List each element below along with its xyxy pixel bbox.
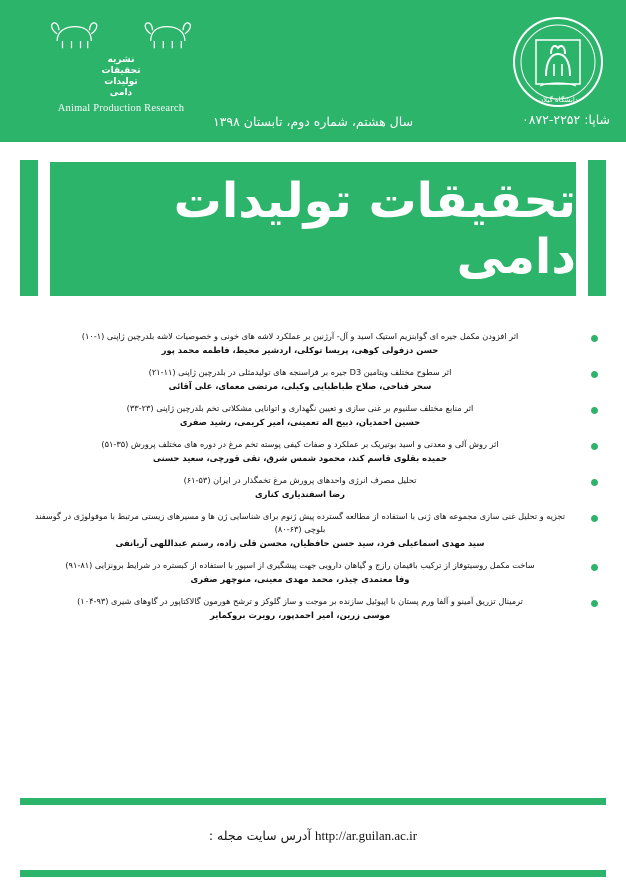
article-title: ساخت مکمل روسیتوفاز از ترکیب باقیمان رازج و گیاهان دارویی جهت پیشگیری از اسپور با استفاده از کبستره در شرایط برونزایی (۸۱-۹۱) (65, 560, 535, 570)
article-authors: سید مهدی اسماعیلی فرد، سید حسن حافظیان، محسن قلی زاده، رستم عبداللهی آریانفی (115, 538, 485, 548)
bullet-icon (591, 335, 598, 342)
journal-website-line (0, 828, 626, 844)
article-authors: حسین احمدیان، ذبیح اله تعمینی، امیر کریمی، رشید صفری (179, 417, 421, 427)
bullet-icon (591, 371, 598, 378)
title-accent-bar-left (20, 160, 38, 296)
svg-text:دانشگاه گیلان: دانشگاه گیلان (538, 96, 578, 104)
table-of-contents (24, 330, 602, 750)
header-band (0, 0, 626, 142)
title-accent-bar-right (588, 160, 606, 296)
list-item (24, 330, 602, 357)
article-title: تجزیه و تحلیل غنی سازی مجموعه های ژنی با استفاده از مطالعه گسترده پیش ژنوم برای شناسایی ژن ها و مسیرهای زیستی مرتبط با موفولوژی در گوسفند بلوچی (۶۳-۸۰) (34, 511, 566, 534)
university-logo (510, 14, 606, 110)
article-authors: حمیده بقلوی قاسم کند، محمود شمس شرق، تقی قورچی، سعید حسنی (152, 453, 448, 463)
list-item (24, 402, 602, 429)
article-title: اثر سطوح مختلف ویتامین D3 جیره بر فراسنجه های تولیدمثلی در بلدرچین ژاپنی (۱۱-۲۱) (148, 367, 452, 377)
list-item (24, 559, 602, 586)
list-item (24, 595, 602, 622)
list-item (24, 510, 602, 550)
article-authors: رضا اسفندیاری کناری (255, 489, 345, 499)
footer-rule-top (20, 798, 606, 805)
journal-logo (26, 14, 216, 114)
title-block (0, 160, 626, 300)
bullet-icon (591, 515, 598, 522)
cattle-illustration-icon (26, 14, 216, 50)
page-title: تحقیقات تولیدات دامی (50, 162, 576, 296)
article-title: اثر منابع مختلف سلنیوم بر غنی سازی و تعیین نگهداری و اتوانایی مشکلاتی تخم بلدرچین ژاپنی (۲۳-۳۳) (126, 403, 474, 413)
journal-logo-line3: تولیدات (104, 77, 138, 87)
list-item (24, 366, 602, 393)
bullet-icon (591, 443, 598, 450)
journal-logo-english: Animal Production Research (57, 103, 185, 114)
bullet-icon (591, 479, 598, 486)
article-authors: حسن دزفولی کوهی، پریسا توکلی، اردشیر محیط، فاطمه محمد پور (161, 345, 439, 355)
article-title: اثر روش آلی و معدنی و اسید بوتیریک بر عملکرد و صفات کیفی پوسته تخم مرغ در دوره های مختلف پرورش (۳۵-۵۱) (101, 439, 499, 449)
issn-label: شاپا: ۲۲۵۲-۰۸۷۲ (522, 112, 610, 127)
journal-url-label: آدرس سایت مجله : (208, 828, 311, 843)
bullet-icon (591, 564, 598, 571)
article-title: تحلیل مصرف انرژی واحدهای پرورش مرغ تخمگذار در ایران (۵۳-۶۱) (183, 475, 417, 485)
article-title: ترمینال تزریق آمینو و آلفا ورم پستان با اپیوئیل سازنده بر موجت و ساز گلوکز و ترشح هورمون گالاکتاپور در گاوهای شیری (۹۳-۱۰۴) (77, 596, 523, 606)
footer-rule-bottom (20, 870, 606, 877)
bullet-icon (591, 407, 598, 414)
article-authors: وفا معتمدی چیذر، محمد مهدی معینی، منوچهر صفری (190, 574, 410, 584)
journal-logo-line4: دامی (109, 88, 133, 98)
journal-url[interactable]: http://ar.guilan.ac.ir (314, 828, 418, 843)
journal-logo-line1: نشریه (107, 55, 135, 65)
list-item (24, 474, 602, 501)
article-authors: سحر فناحی، صلاح طباطبایی وکیلی، مرتضی معمای، علی آقائی (168, 381, 432, 391)
article-title: اثر افزودن مکمل جیره ای گوابنزیم استیک اسید و آل- آرژنین بر عملکرد لاشه های خونی و خصوصیات لاشه بلدرچین ژاپنی (۱-۱۰) (81, 331, 519, 341)
bullet-icon (591, 600, 598, 607)
journal-logo-line2: تحقیقات (101, 66, 141, 76)
article-authors: موسی زرین، امیر احمدپور، رویرت بروکمایر (209, 610, 390, 620)
list-item (24, 438, 602, 465)
issue-line: سال هشتم، شماره دوم، تابستان ۱۳۹۸ (212, 114, 414, 129)
